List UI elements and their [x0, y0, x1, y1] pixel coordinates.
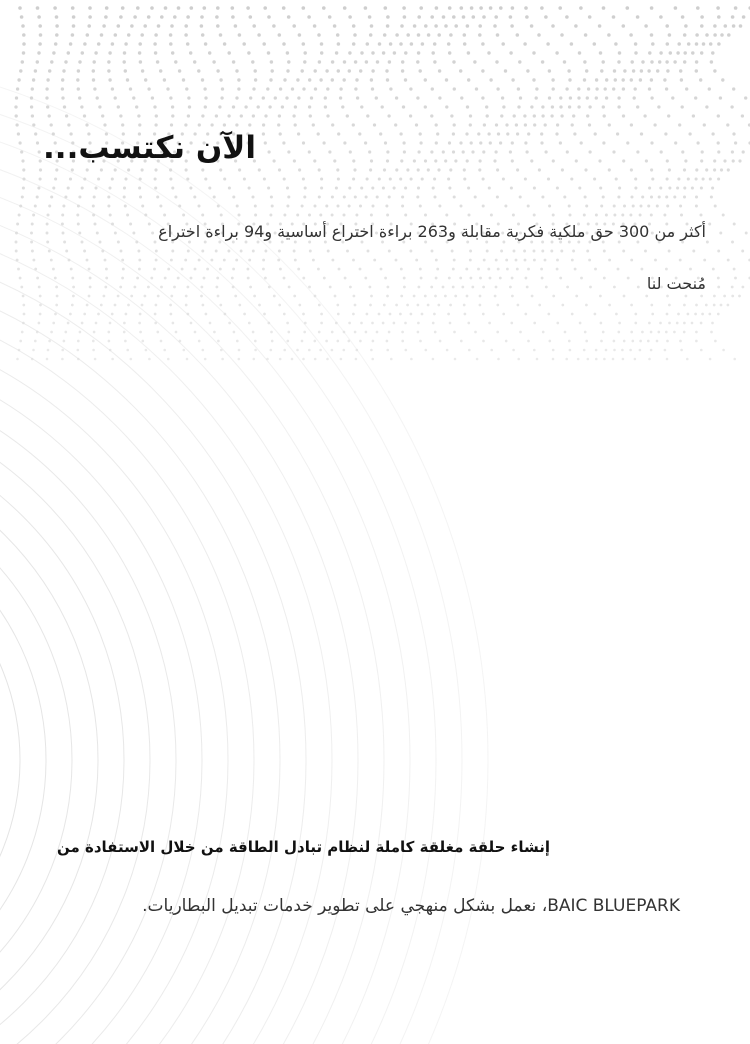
page-headline: الآن نكتسب... [43, 130, 256, 166]
ip-paragraph-line-2: مُنحت لنا [646, 274, 706, 293]
battery-section-title: إنشاء حلقة مغلقة كاملة لنظام تبادل الطاقة من خلال الاستفادة من [56, 838, 550, 856]
dot-wave-pattern [14, 6, 750, 360]
battery-section-body: BAIC BLUEPARK، نعمل بشكل منهجي على تطوير خدمات تبديل البطاريات. [142, 896, 680, 916]
ip-paragraph-line-1: أكثر من 300 حق ملكية فكرية مقابلة و263 براءة اختراع أساسية و94 براءة اختراع [158, 222, 706, 241]
